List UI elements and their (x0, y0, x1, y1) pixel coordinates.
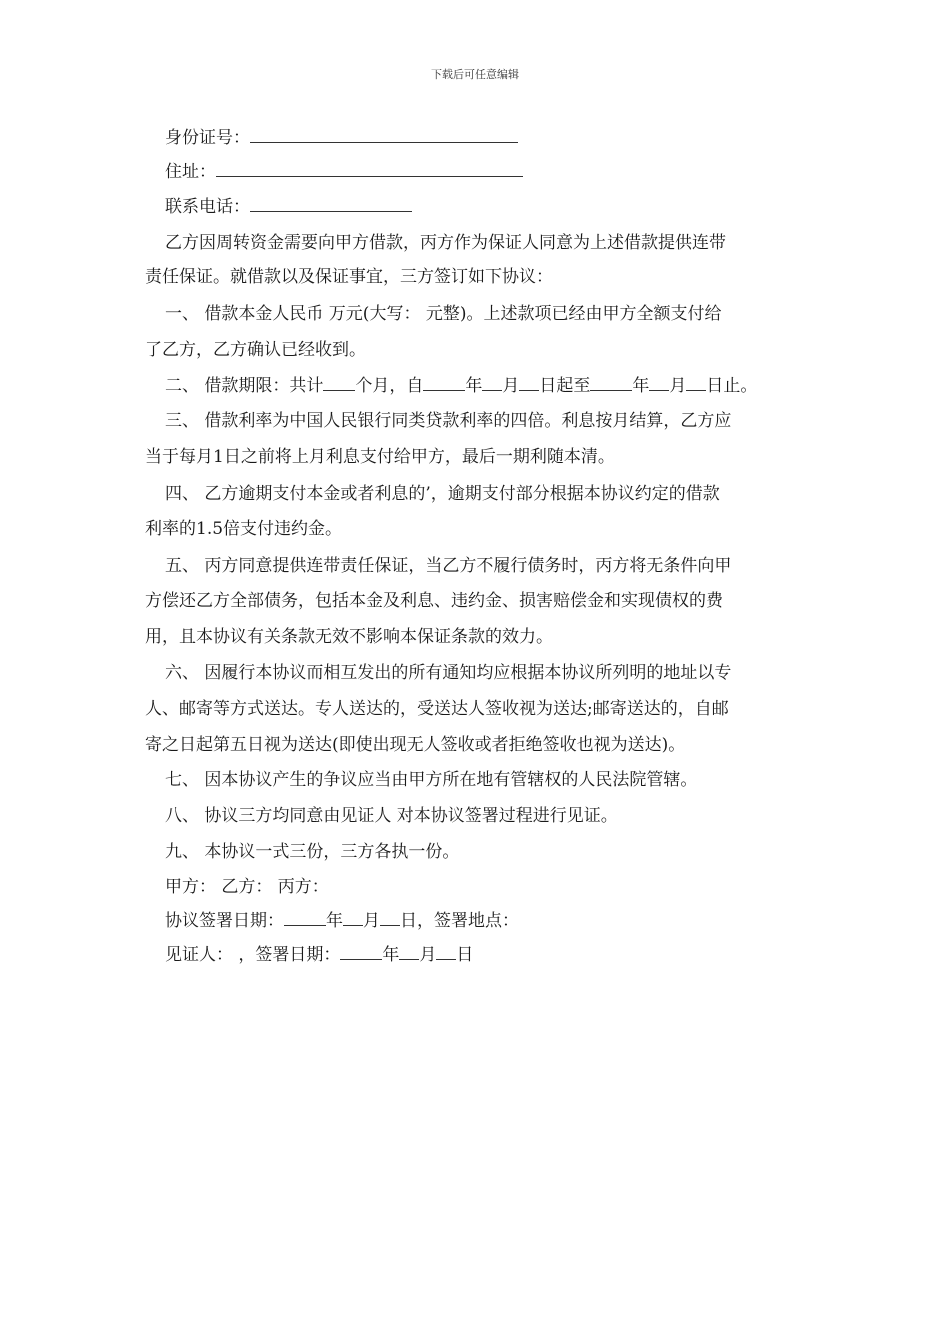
clause-9: 九、 本协议一式三份，三方各执一份。 (165, 842, 460, 862)
clause-8: 八、 协议三方均同意由见证人 对本协议签署过程进行见证。 (165, 806, 618, 826)
address-line (165, 161, 830, 183)
signing-month-label: 月 (363, 911, 380, 931)
clause-6-line-3: 寄之日起第五日视为送达(即使出现无人签收或者拒绝签收也视为送达)。 (145, 735, 686, 755)
id-number-line (165, 127, 830, 149)
clause-6-line-1: 六、 因履行本协议而相互发出的所有通知均应根据本协议所列明的地址以专 (165, 663, 732, 683)
clause-1-line-2: 了乙方，乙方确认已经收到。 (145, 340, 366, 360)
signing-month-blank (343, 910, 363, 926)
start-month-blank (482, 375, 502, 391)
clause-7: 七、 因本协议产生的争议应当由甲方所在地有管辖权的人民法院管辖。 (165, 770, 698, 790)
phone-blank (250, 196, 412, 212)
clause-3-line-1: 三、 借款利率为中国人民银行同类贷款利率的四倍。利息按月结算，乙方应 (165, 411, 732, 431)
start-day-blank (519, 375, 539, 391)
clause-2-year-1: 年 (465, 376, 483, 396)
end-year-blank (590, 375, 632, 391)
witness-line (165, 944, 830, 966)
clause-5-line-1: 五、 丙方同意提供连带责任保证，当乙方不履行债务时，丙方将无条件向甲 (165, 556, 732, 576)
signing-date-line (165, 910, 830, 932)
clause-2-to: 日起至 (539, 376, 591, 396)
clause-6-line-2: 人、邮寄等方式送达。专人送达的，受送达人签收视为送达;邮寄送达的，自邮 (145, 699, 729, 719)
parties-line: 甲方： 乙方： 丙方： (165, 877, 329, 897)
clause-1-line-1: 一、 借款本金人民币 万元(大写： 元整)。上述款项已经由甲方全额支付给 (165, 304, 722, 324)
phone-label: 联系电话： (165, 197, 250, 217)
clause-2-month-2: 月 (669, 376, 687, 396)
witness-year-blank (340, 944, 382, 960)
intro-line-1: 乙方因周转资金需要向甲方借款，丙方作为保证人同意为上述借款提供连带 (165, 233, 726, 253)
id-number-blank (250, 127, 518, 143)
signing-year-label: 年 (326, 911, 343, 931)
witness-day-blank (436, 944, 456, 960)
address-label: 住址： (165, 162, 216, 182)
witness-day-label: 日 (456, 945, 474, 965)
address-blank (216, 161, 523, 177)
signing-place-label: 日，签署地点： (400, 911, 519, 931)
clause-5-line-3: 用，且本协议有关条款无效不影响本保证条款的效力。 (145, 627, 553, 647)
clause-5-line-2: 方偿还乙方全部债务，包括本金及利息、违约金、损害赔偿金和实现债权的费 (145, 591, 723, 611)
clause-2-from: 个月，自 (355, 376, 424, 396)
clause-3-line-2: 当于每月1日之前将上月利息支付给甲方，最后一期利随本清。 (145, 447, 615, 467)
witness-label: 见证人： ，签署日期： (165, 945, 341, 965)
clause-4-line-1: 四、 乙方逾期支付本金或者利息的’，逾期支付部分根据本协议约定的借款 (165, 484, 720, 504)
months-blank (323, 375, 355, 391)
clause-2-year-2: 年 (632, 376, 650, 396)
clause-2-month-1: 月 (502, 376, 520, 396)
id-number-label: 身份证号： (165, 128, 250, 148)
witness-month-label: 月 (419, 945, 437, 965)
witness-month-blank (399, 944, 419, 960)
signing-day-blank (380, 910, 400, 926)
clause-4-line-2: 利率的1.5倍支付违约金。 (145, 519, 343, 539)
phone-line (165, 196, 830, 218)
start-year-blank (423, 375, 465, 391)
clause-2-prefix: 二、 借款期限：共计 (165, 376, 324, 396)
signing-date-label: 协议签署日期： (165, 911, 284, 931)
intro-line-2: 责任保证。就借款以及保证事宜，三方签订如下协议： (145, 267, 553, 287)
end-day-blank (686, 375, 706, 391)
clause-2-line (165, 375, 830, 397)
clause-2-end: 日止。 (706, 376, 758, 396)
end-month-blank (649, 375, 669, 391)
signing-year-blank (284, 910, 326, 926)
witness-year-label: 年 (382, 945, 400, 965)
page-header: 下载后可任意编辑 (431, 68, 519, 81)
